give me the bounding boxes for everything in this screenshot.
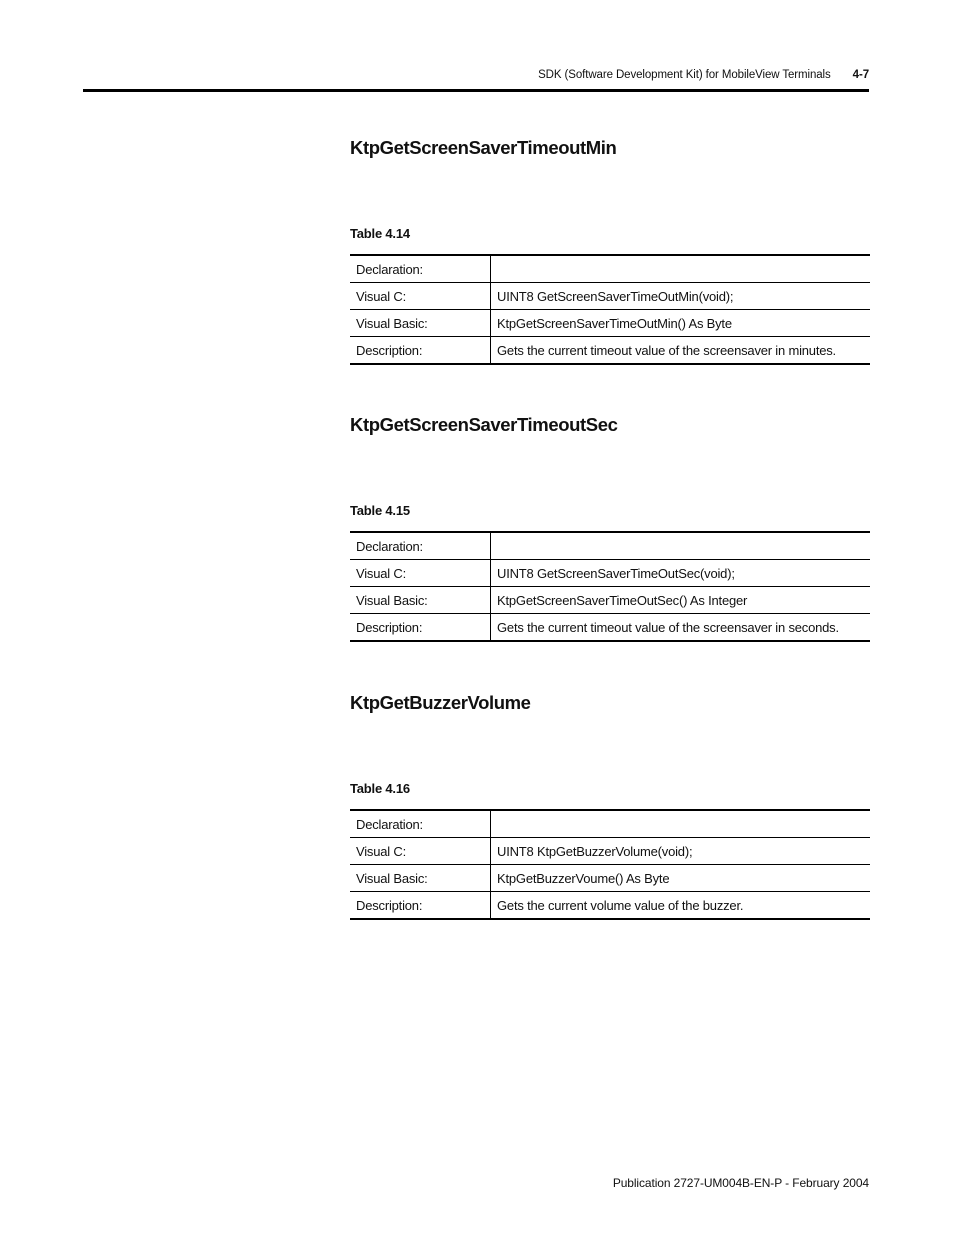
table-caption: Table 4.15 [350, 503, 410, 518]
table-row [350, 587, 870, 614]
table-row [350, 865, 870, 892]
table-row [350, 255, 870, 283]
function-spec-table [350, 531, 870, 642]
row-key-visual-c: Visual C: [350, 283, 491, 310]
table-row [350, 283, 870, 310]
running-title: SDK (Software Development Kit) for MobileView Terminals [538, 69, 831, 81]
row-value-visual-basic: KtpGetBuzzerVoume() As Byte [491, 865, 871, 892]
page-number: 4-7 [852, 69, 869, 81]
table-row [350, 614, 870, 642]
section-title: KtpGetScreenSaverTimeoutSec [350, 414, 618, 435]
row-value-visual-c: UINT8 GetScreenSaverTimeOutSec(void); [491, 560, 871, 587]
row-value-description: Gets the current timeout value of the screensaver in seconds. [491, 614, 871, 642]
row-key-declaration: Declaration: [350, 255, 491, 283]
row-key-declaration: Declaration: [350, 810, 491, 838]
row-key-declaration: Declaration: [350, 532, 491, 560]
page-header [83, 66, 869, 84]
row-key-visual-basic: Visual Basic: [350, 587, 491, 614]
table-row [350, 810, 870, 838]
table-caption: Table 4.14 [350, 226, 410, 241]
row-value-declaration [491, 532, 871, 560]
table-row [350, 560, 870, 587]
table-row [350, 892, 870, 920]
header-rule [83, 89, 869, 92]
section-buzzer-volume [350, 692, 870, 913]
row-key-visual-basic: Visual Basic: [350, 865, 491, 892]
section-screensaver-timeout-sec [350, 414, 870, 635]
row-value-declaration [491, 810, 871, 838]
section-title: KtpGetBuzzerVolume [350, 692, 531, 713]
row-key-description: Description: [350, 892, 491, 920]
table-caption: Table 4.16 [350, 781, 410, 796]
row-key-description: Description: [350, 614, 491, 642]
row-key-visual-c: Visual C: [350, 838, 491, 865]
section-screensaver-timeout-min [350, 137, 870, 358]
row-value-visual-basic: KtpGetScreenSaverTimeOutMin() As Byte [491, 310, 871, 337]
table-row [350, 337, 870, 365]
row-value-visual-basic: KtpGetScreenSaverTimeOutSec() As Integer [491, 587, 871, 614]
table-row [350, 310, 870, 337]
row-value-visual-c: UINT8 GetScreenSaverTimeOutMin(void); [491, 283, 871, 310]
row-value-description: Gets the current volume value of the buzzer. [491, 892, 871, 920]
section-title: KtpGetScreenSaverTimeoutMin [350, 137, 617, 158]
function-spec-table [350, 254, 870, 365]
row-value-visual-c: UINT8 KtpGetBuzzerVolume(void); [491, 838, 871, 865]
row-value-description: Gets the current timeout value of the screensaver in minutes. [491, 337, 871, 365]
publication-info: Publication 2727-UM004B-EN-P - February 2004 [612, 1176, 869, 1190]
row-key-description: Description: [350, 337, 491, 365]
table-row [350, 532, 870, 560]
function-spec-table [350, 809, 870, 920]
row-key-visual-basic: Visual Basic: [350, 310, 491, 337]
page-footer [83, 1176, 869, 1190]
row-key-visual-c: Visual C: [350, 560, 491, 587]
row-value-declaration [491, 255, 871, 283]
table-row [350, 838, 870, 865]
